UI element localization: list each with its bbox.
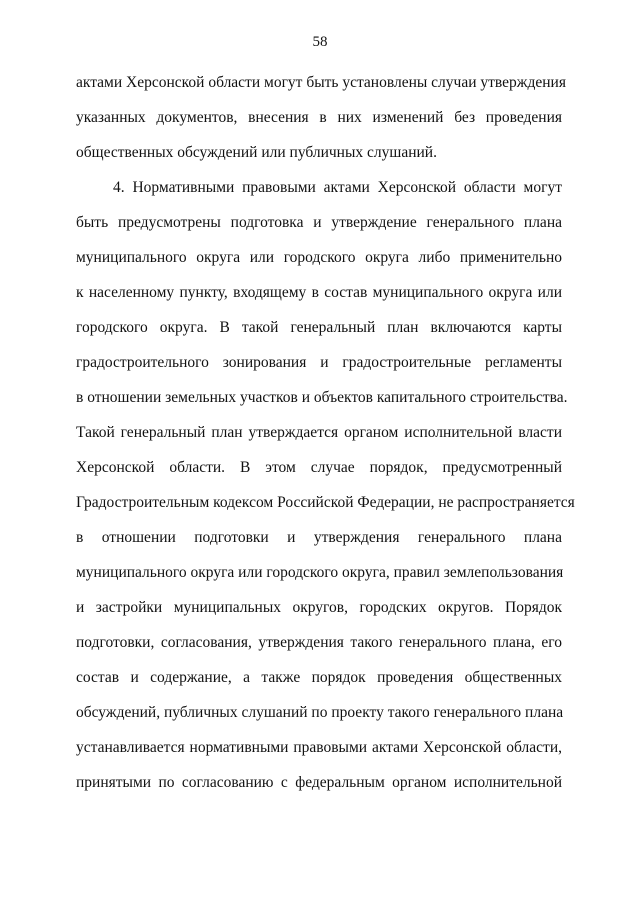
text-line: Такой генеральный план утверждается органом исполнительной власти <box>76 424 562 441</box>
text-line: градостроительного зонирования и градостроительные регламенты <box>76 354 562 371</box>
text-line: и застройки муниципальных округов, городских округов. Порядок <box>76 599 562 616</box>
text-line: в отношении земельных участков и объектов капитального строительства. <box>76 389 568 406</box>
page-number: 58 <box>312 34 328 50</box>
text-line: обсуждений, публичных слушаний по проекту такого генерального плана <box>76 704 564 721</box>
text-line: указанных документов, внесения в них изменений без проведения <box>76 109 562 126</box>
text-line: принятыми по согласованию с федеральным органом исполнительной <box>76 774 562 791</box>
text-line: общественных обсуждений или публичных слушаний. <box>76 144 437 161</box>
text-line: актами Херсонской области могут быть установлены случаи утверждения <box>76 74 566 91</box>
text-line: Херсонской области. В этом случае порядок, предусмотренный <box>76 459 562 476</box>
text-line: муниципального округа или городского округа, правил землепользования <box>76 564 564 581</box>
text-line: к населенному пункту, входящему в состав муниципального округа или <box>76 284 562 301</box>
text-line: муниципального округа или городского округа либо применительно <box>76 249 562 266</box>
text-line: в отношении подготовки и утверждения генерального плана <box>76 529 562 546</box>
text-line: быть предусмотрены подготовка и утверждение генерального плана <box>76 214 562 231</box>
text-line: подготовки, согласования, утверждения такого генерального плана, его <box>76 634 562 651</box>
text-line: городского округа. В такой генеральный план включаются карты <box>76 319 562 336</box>
paragraph-start-line: 4. Нормативными правовыми актами Херсонской области могут <box>113 179 562 196</box>
text-line: состав и содержание, а также порядок проведения общественных <box>76 669 562 686</box>
text-line: Градостроительным кодексом Российской Федерации, не распространяется <box>76 494 575 511</box>
text-line: устанавливается нормативными правовыми актами Херсонской области, <box>76 739 562 756</box>
